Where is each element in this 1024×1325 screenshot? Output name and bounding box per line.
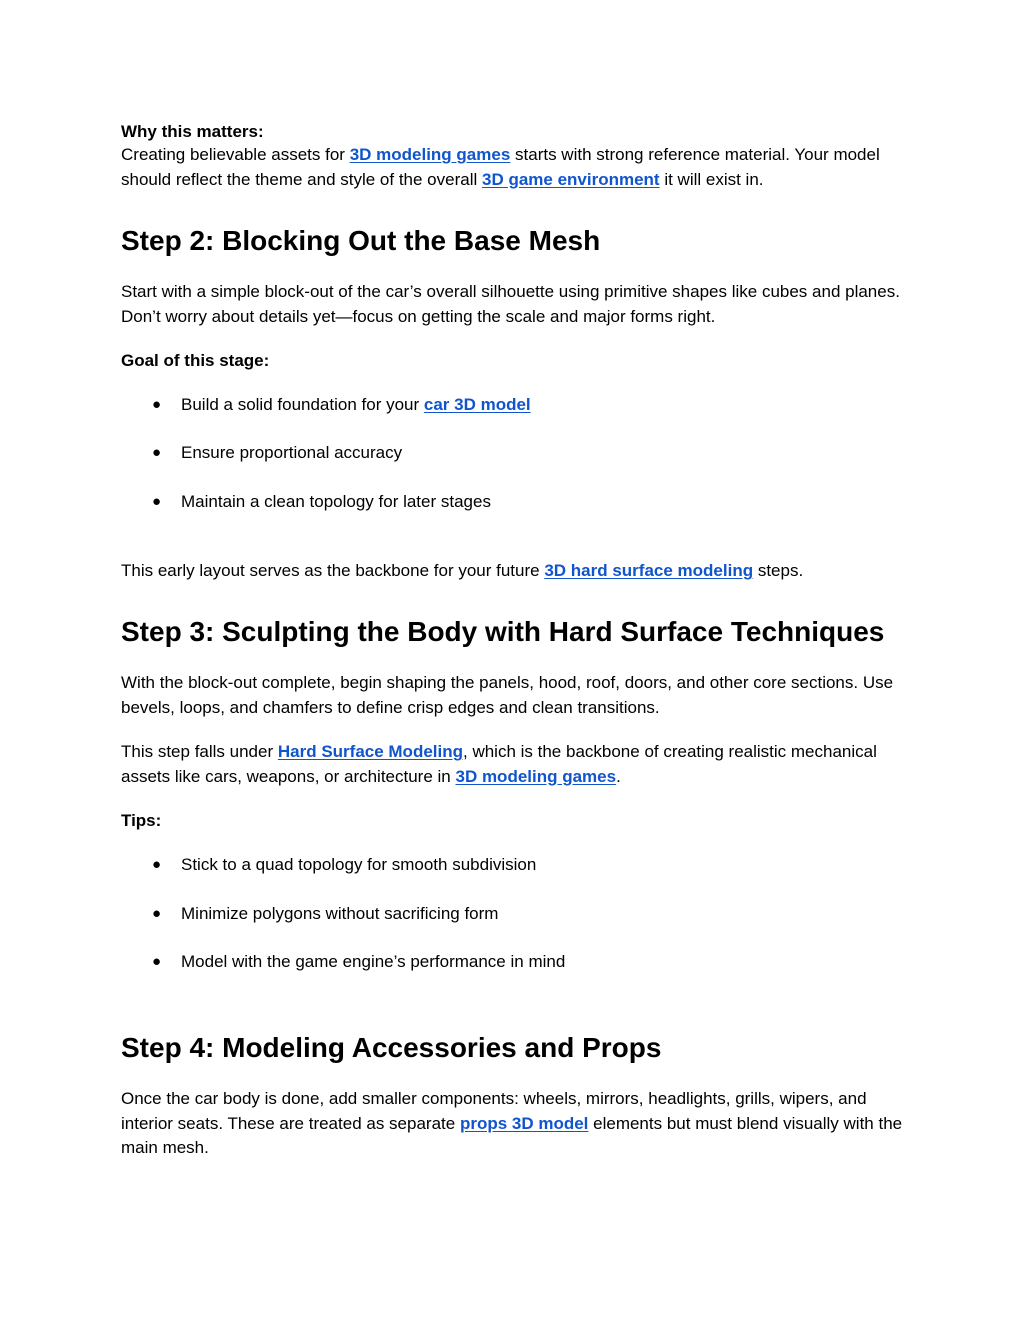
bullet-text: Maintain a clean topology for later stages [181, 492, 491, 511]
bullet-text: Stick to a quad topology for smooth subdivision [181, 855, 537, 874]
bullet-icon: ● [152, 493, 162, 510]
bullet-icon: ● [152, 905, 162, 922]
step-2-paragraph: Start with a simple block-out of the car’s overall silhouette using primitive shapes like cubes and planes. Don’t worry about details yet—focus on getting the scale and major forms right. [121, 282, 900, 326]
link-car-3d-model[interactable]: car 3D model [423, 395, 531, 414]
link-props-3d-model[interactable]: props 3D model [459, 1113, 589, 1133]
step-3-heading: Step 3: Sculpting the Body with Hard Surface Techniques [121, 616, 885, 647]
step-3-paragraph-2 [121, 740, 921, 789]
closing-text-1: This early layout serves as the backbone for your future [121, 561, 545, 580]
bullet-icon: ● [152, 953, 162, 970]
goal-label: Goal of this stage: [121, 351, 270, 370]
intro-text-1: Creating believable assets for [121, 145, 350, 164]
step-4-heading: Step 4: Modeling Accessories and Props [121, 1032, 662, 1063]
link-3d-modeling-games[interactable]: 3D modeling games [349, 145, 511, 164]
step-2-heading: Step 2: Blocking Out the Base Mesh [121, 225, 601, 256]
para2-text-2: , which is the backbone of creating realistic mechanical assets like cars, weapons, or architecture in [121, 742, 877, 786]
bullet-icon: ● [152, 444, 162, 461]
bullet-text: Model with the game engine’s performance in mind [181, 952, 566, 971]
bullet-icon: ● [152, 396, 162, 413]
bullet-text: Ensure proportional accuracy [181, 443, 403, 462]
link-3d-modeling-games-2[interactable]: 3D modeling games [455, 766, 617, 786]
link-hard-surface-modeling[interactable]: Hard Surface Modeling [277, 742, 463, 761]
link-3d-hard-surface-modeling[interactable]: 3D hard surface modeling [544, 561, 754, 580]
link-3d-game-environment[interactable]: 3D game environment [481, 169, 660, 189]
step4-text-1: Once the car body is done, add smaller components: wheels, mirrors, headlights, grills, wipers, and interior seats. These are treated as separate [121, 1089, 867, 1133]
step-2-closing [121, 559, 921, 584]
closing-text-2: steps. [753, 561, 804, 580]
bullet-text: Minimize polygons without sacrificing form [181, 904, 499, 923]
intro-paragraph [121, 143, 921, 192]
para2-text-1: This step falls under [121, 742, 278, 761]
intro-text-3: it will exist in. [659, 169, 764, 189]
bullet-text: Build a solid foundation for your [181, 395, 424, 414]
para2-text-3: . [616, 766, 621, 786]
step4-text-2: elements but must blend visually with the main mesh. [121, 1113, 903, 1157]
intro-text-2: starts with strong reference material. Your model should reflect the theme and style of the overall [121, 145, 880, 189]
why-this-matters-label: Why this matters: [121, 122, 264, 141]
tips-label: Tips: [121, 811, 162, 830]
step-4-paragraph [121, 1087, 921, 1161]
step-3-paragraph-1: With the block-out complete, begin shaping the panels, hood, roof, doors, and other core sections. Use bevels, loops, and chamfers to define crisp edges and clean transitions. [121, 673, 894, 717]
bullet-icon: ● [152, 856, 162, 873]
